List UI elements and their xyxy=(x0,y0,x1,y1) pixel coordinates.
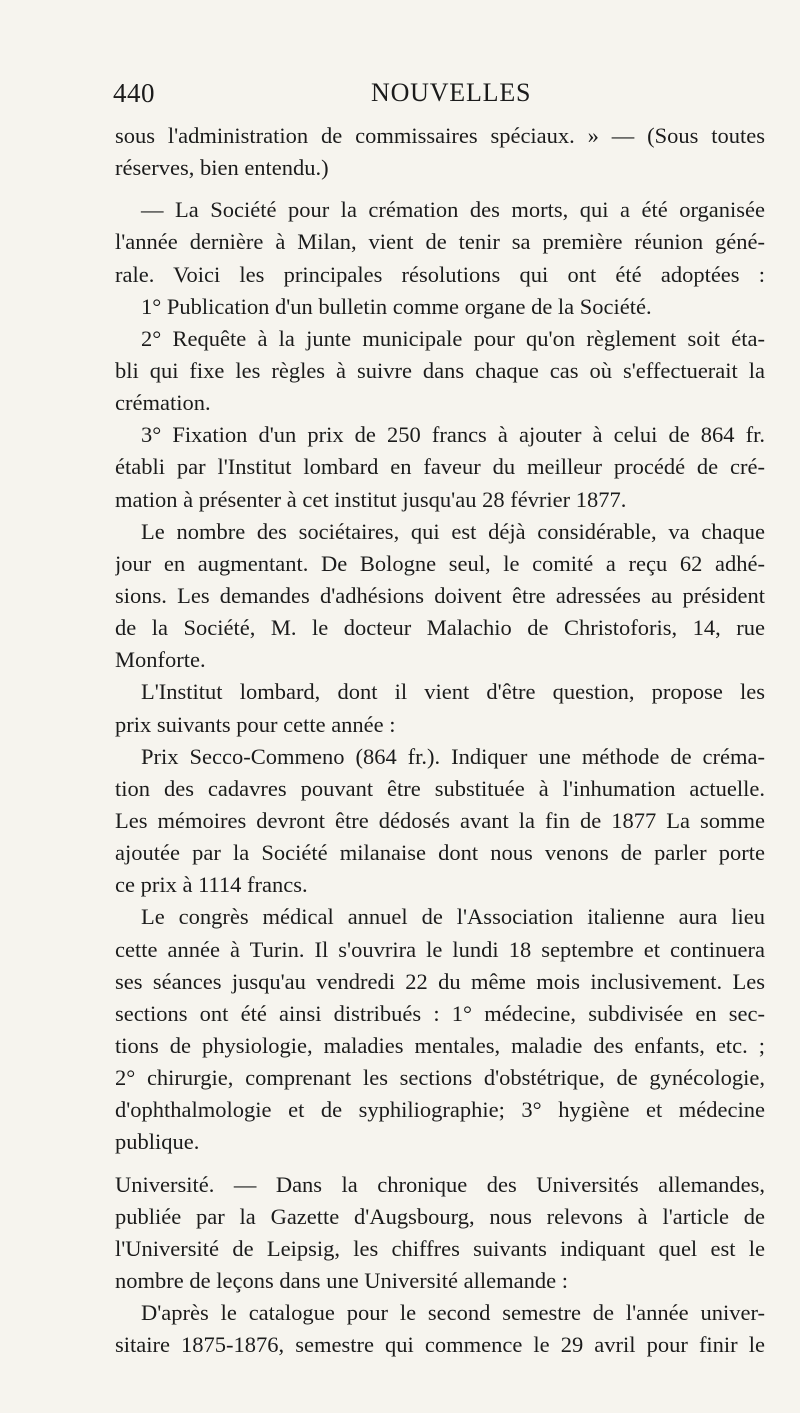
text-line: 1° Publication d'un bulletin comme organe de la Société. xyxy=(141,293,652,319)
text-line: l'Université de Leipsig, les chiffres suivants indiquant quel est le xyxy=(115,1235,765,1261)
text-line: rale. Voici les principales résolutions qui ont été adoptées : xyxy=(115,261,765,287)
text-line: de la Société, M. le docteur Malachio de Christoforis, 14, rue xyxy=(115,615,765,641)
text-line: 2° Requête à la junte municipale pour qu'on règlement soit éta- xyxy=(141,325,765,351)
text-line: sections ont été ainsi distribués : 1° médecine, subdivisée en sec- xyxy=(115,1000,765,1026)
page-header xyxy=(113,78,763,114)
text-line: L'Institut lombard, dont il vient d'être question, propose les xyxy=(141,679,765,705)
text-line: Université. — Dans la chronique des Universités allemandes, xyxy=(115,1171,765,1197)
text-line: ses séances jusqu'au vendredi 22 du même mois inclusivement. Les xyxy=(115,968,765,994)
text-line: Le congrès médical annuel de l'Association italienne aura lieu xyxy=(141,904,765,930)
text-line: sitaire 1875-1876, semestre qui commence le 29 avril pour finir le xyxy=(115,1332,765,1358)
text-line: ajoutée par la Société milanaise dont nous venons de parler porte xyxy=(115,840,765,866)
text-line: ce prix à 1114 francs. xyxy=(115,872,308,898)
text-line: mation à présenter à cet institut jusqu'au 28 février 1877. xyxy=(115,486,627,512)
text-line: tion des cadavres pouvant être substituée à l'inhumation actuelle. xyxy=(115,775,765,801)
text-line: tions de physiologie, maladies mentales, maladie des enfants, etc. ; xyxy=(115,1032,765,1058)
text-line: crémation. xyxy=(115,390,211,416)
text-line: sions. Les demandes d'adhésions doivent être adressées au président xyxy=(115,582,765,608)
text-line: jour en augmentant. De Bologne seul, le comité a reçu 62 adhé- xyxy=(115,550,765,576)
text-line: Monforte. xyxy=(115,647,206,673)
text-line: établi par l'Institut lombard en faveur du meilleur procédé de cré- xyxy=(115,454,765,480)
text-line: d'ophthalmologie et de syphiliographie; 3° hygiène et médecine xyxy=(115,1097,765,1123)
text-line: publique. xyxy=(115,1129,200,1155)
text-line: 3° Fixation d'un prix de 250 francs à ajouter à celui de 864 fr. xyxy=(141,422,765,448)
text-line: — La Société pour la crémation des morts, qui a été organisée xyxy=(141,197,765,223)
text-line: publiée par la Gazette d'Augsbourg, nous relevons à l'article de xyxy=(115,1203,765,1229)
text-line: sous l'administration de commissaires spéciaux. » — (Sous toutes xyxy=(115,123,765,148)
text-line: l'année dernière à Milan, vient de tenir sa première réunion géné- xyxy=(115,229,765,255)
text-line: prix suivants pour cette année : xyxy=(115,711,396,737)
text-line: Les mémoires devront être dédosés avant la fin de 1877 La somme xyxy=(115,807,765,833)
page-number: 440 xyxy=(113,78,155,108)
text-line: réserves, bien entendu.) xyxy=(115,155,329,181)
running-head: NOUVELLES xyxy=(371,78,532,107)
text-line: bli qui fixe les règles à suivre dans chaque cas où s'effectuerait la xyxy=(115,357,765,383)
body-text xyxy=(115,120,765,1361)
text-line: Le nombre des sociétaires, qui est déjà considérable, va chaque xyxy=(141,518,765,544)
text-line: cette année à Turin. Il s'ouvrira le lundi 18 septembre et continuera xyxy=(115,936,765,962)
text-line: Prix Secco-Commeno (864 fr.). Indiquer une méthode de créma- xyxy=(141,743,765,769)
text-line: D'après le catalogue pour le second semestre de l'année univer- xyxy=(141,1300,765,1326)
text-line: 2° chirurgie, comprenant les sections d'obstétrique, de gynécologie, xyxy=(115,1065,765,1091)
text-line: nombre de leçons dans une Université allemande : xyxy=(115,1267,568,1293)
